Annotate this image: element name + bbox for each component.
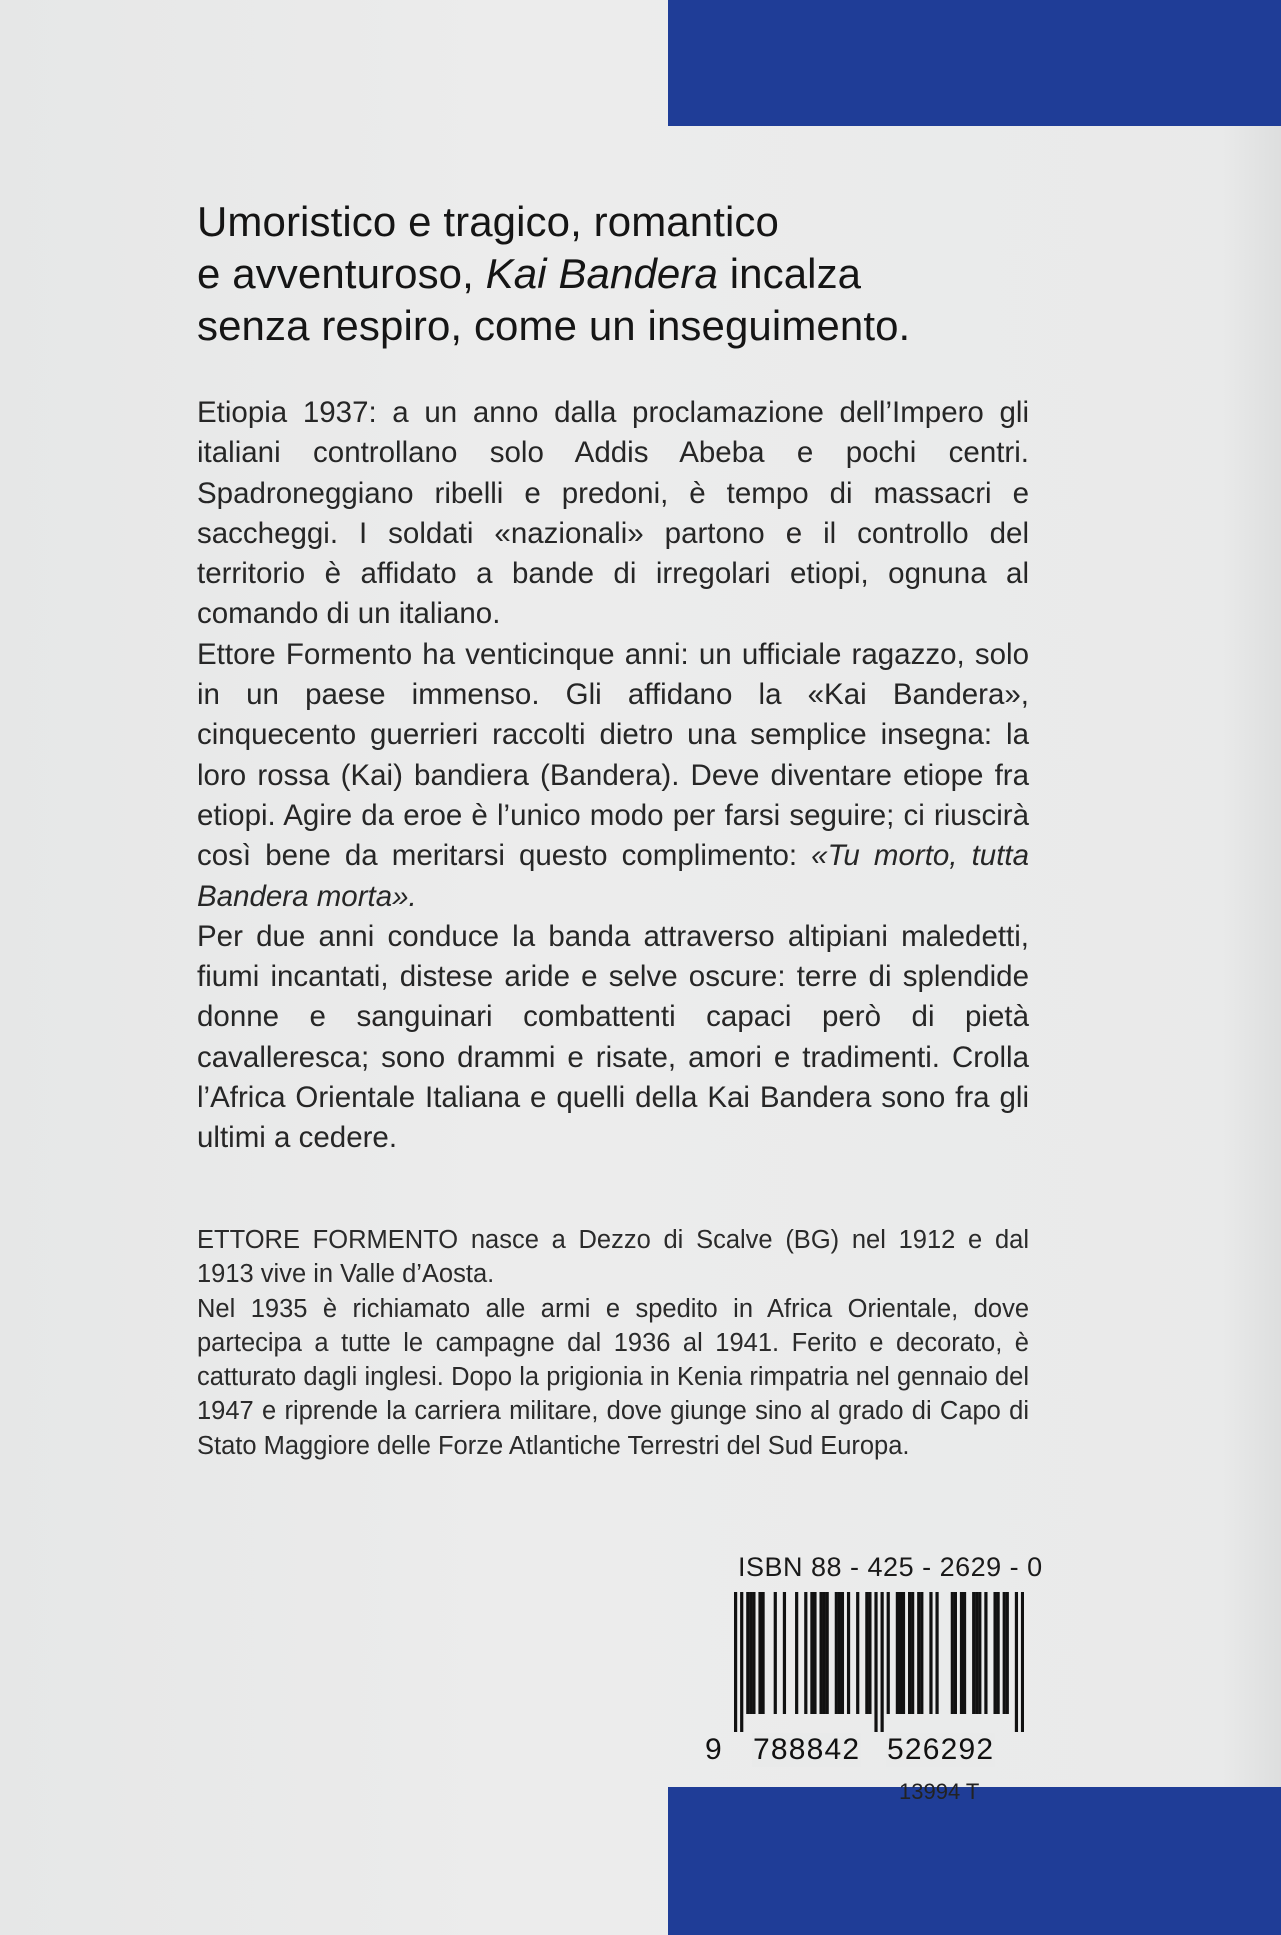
barcode-bar xyxy=(963,1592,966,1714)
barcode-bar xyxy=(856,1592,859,1714)
barcode-bar xyxy=(929,1592,932,1714)
barcode-bar xyxy=(838,1592,841,1714)
author-bio-paragraph-1: ETTORE FORMENTO nasce a Dezzo di Scalve (BG) nel 1912 e dal 1913 vive in Valle d’Aosta. xyxy=(197,1226,1029,1289)
barcode-bar xyxy=(746,1592,749,1714)
isbn-label: ISBN 88 - 425 - 2629 - 0 xyxy=(738,1552,1043,1582)
barcode-bar xyxy=(902,1592,905,1714)
barcode-bar xyxy=(920,1592,923,1714)
barcode-bar xyxy=(749,1592,752,1714)
tagline-line-2-prefix: e avventuroso, xyxy=(197,250,486,297)
barcode-bar xyxy=(795,1592,798,1714)
barcode-bar xyxy=(865,1592,868,1714)
tagline-line-2-suffix: incalza xyxy=(717,250,862,297)
barcode-bar xyxy=(993,1592,996,1714)
barcode-bar xyxy=(752,1592,755,1714)
barcode-bar xyxy=(783,1592,786,1714)
tagline-book-title: Kai Bandera xyxy=(485,250,718,297)
barcode-bar xyxy=(1003,1592,1006,1714)
barcode-bar xyxy=(984,1592,987,1714)
ean-first-digit: 9 xyxy=(705,1733,723,1766)
barcode-bar xyxy=(758,1592,761,1714)
barcode-bar xyxy=(874,1592,877,1732)
barcode-bar xyxy=(1021,1592,1024,1732)
barcode-bar xyxy=(935,1592,938,1714)
barcode-bar xyxy=(823,1592,826,1714)
barcode-bar xyxy=(774,1592,777,1714)
tagline xyxy=(197,196,1029,352)
barcode-bar xyxy=(1015,1592,1018,1732)
bottom-blue-band xyxy=(668,1787,1281,1935)
barcode xyxy=(705,1592,1024,1804)
barcode-bar xyxy=(740,1592,743,1732)
author-bio xyxy=(197,1223,1029,1463)
synopsis-paragraph-2-text: Ettore Formento ha venticinque anni: un ufficiale ragazzo, solo in un paese immenso. Gli affidano la «Kai Bandera», cinquecento guerrieri raccolti dietro una semplice insegna: la loro rossa (Kai) bandiera (Bandera). Deve diventare etiope fra etiopi. Agire da eroe è l’unico modo per farsi seguire; ci riuscirà così bene da meritarsi questo complimento: xyxy=(197,637,1029,873)
barcode-bar xyxy=(954,1592,957,1714)
barcode-bar xyxy=(978,1592,981,1714)
barcode-bar xyxy=(868,1592,871,1714)
barcode-bar xyxy=(819,1592,822,1714)
barcode-bars xyxy=(734,1592,1024,1732)
barcode-bar xyxy=(810,1592,813,1714)
barcode-bar xyxy=(881,1592,884,1732)
synopsis-paragraph-3: Per due anni conduce la banda attraverso altipiani maledetti, fiumi incantati, distese aride e selve oscure: terre di splendide donne e sanguinari combattenti capaci però di pietà cavalleresca; sono drammi e risate, amori e tradimenti. Crolla l’Africa Orientale Italiana e quelli della Kai Bandera sono fra gli ultimi a cedere. xyxy=(197,919,1029,1155)
ean-right-digits: 526292 xyxy=(887,1733,995,1766)
tagline-line-1: Umoristico e tragico, romantico xyxy=(197,198,779,245)
synopsis-quote: «Tu morto, tutta Bandera morta». xyxy=(197,839,1029,913)
barcode-bar xyxy=(997,1592,1000,1714)
barcode-bar xyxy=(908,1592,911,1714)
barcode-bar xyxy=(835,1592,838,1714)
barcode-bar xyxy=(1006,1592,1009,1714)
synopsis xyxy=(197,393,1029,1159)
barcode-bar xyxy=(975,1592,978,1714)
synopsis-paragraph-2 xyxy=(197,635,1029,917)
tagline-line-3: senza respiro, come un inseguimento. xyxy=(197,302,911,349)
barcode-bar xyxy=(841,1592,844,1714)
barcode-bar xyxy=(972,1592,975,1714)
barcode-bar xyxy=(734,1592,737,1732)
barcode-bar xyxy=(847,1592,850,1714)
synopsis-paragraph-1: Etiopia 1937: a un anno dalla proclamazione dell’Impero gli italiani controllano solo Addis Abeba e pochi centri. Spadroneggiano ribelli e predoni, è tempo di massacri e saccheggi. I soldati «nazionali» partono e il controllo del territorio è affidato a bande di irregolari etiopi, ognuna al comando di un italiano. xyxy=(197,396,1029,631)
barcode-bar xyxy=(887,1592,890,1714)
barcode-bar xyxy=(826,1592,829,1714)
catalog-code: 13994 T xyxy=(899,1779,980,1804)
author-bio-paragraph-2: Nel 1935 è richiamato alle armi e spedito in Africa Orientale, dove partecipa a tutte le campagne dal 1936 al 1941. Ferito e decorato, è catturato dagli inglesi. Dopo la prigionia in Kenia rimpatria nel gennaio del 1947 e riprende la carriera militare, dove giunge sino al grado di Capo di Stato Maggiore delle Forze Atlantiche Terrestri del Sud Europa. xyxy=(197,1294,1029,1460)
barcode-bar xyxy=(917,1592,920,1714)
ean-left-digits: 788842 xyxy=(753,1733,861,1766)
barcode-bar xyxy=(896,1592,899,1714)
cover-shading xyxy=(1221,0,1281,1935)
barcode-bar xyxy=(761,1592,764,1714)
tagline-block xyxy=(197,196,1029,352)
barcode-bar xyxy=(911,1592,914,1714)
top-blue-band xyxy=(668,0,1281,126)
barcode-bar xyxy=(960,1592,963,1714)
barcode-bar xyxy=(951,1592,954,1714)
barcode-bar xyxy=(804,1592,807,1714)
barcode-bar xyxy=(813,1592,816,1714)
barcode-bar xyxy=(899,1592,902,1714)
